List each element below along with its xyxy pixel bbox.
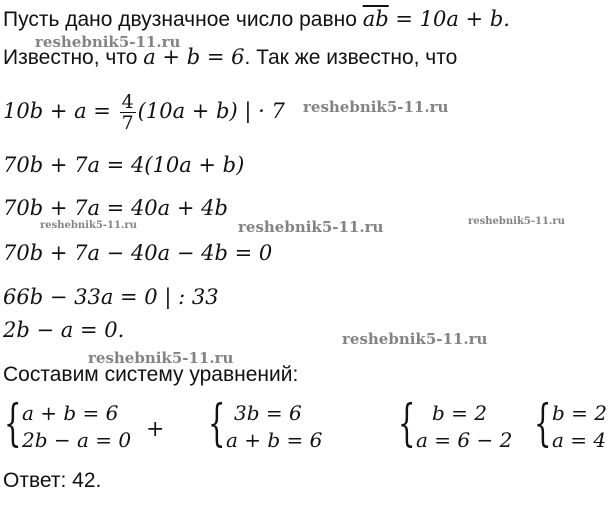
system-2-row-1: 3b = 6 xyxy=(234,401,302,425)
watermark: reshebnik5-11.ru xyxy=(35,33,181,51)
system-2-row-2: a + b = 6 xyxy=(226,428,323,452)
equation-1 xyxy=(3,92,285,133)
system-4-row-2: a = 4 xyxy=(552,428,607,452)
answer-line: Ответ: 42. xyxy=(3,469,102,492)
system-4 xyxy=(534,394,610,455)
watermark: reshebnik5-11.ru xyxy=(468,216,565,227)
equation-5: 66b − 33a = 0 | : 33 xyxy=(3,285,219,309)
equation-4: 70b + 7a − 40a − 4b = 0 xyxy=(3,241,273,265)
plus-sign: + xyxy=(146,417,165,442)
number-definition: = 10a + b. xyxy=(388,7,510,31)
watermark: reshebnik5-11.ru xyxy=(342,330,488,348)
system-3-brace: { xyxy=(398,394,416,452)
known-text: Известно, что xyxy=(3,46,144,69)
known-rest: . Так же известно, что xyxy=(244,46,458,69)
fraction-numerator: 4 xyxy=(121,91,134,113)
system-2-brace: { xyxy=(208,394,226,452)
intro-line xyxy=(3,6,510,33)
system-2 xyxy=(208,394,338,455)
system-4-row-1: b = 2 xyxy=(552,401,607,425)
known-sum: a + b = 6 xyxy=(143,45,245,69)
system-1-row-1: a + b = 6 xyxy=(22,401,119,425)
system-3-row-1: b = 2 xyxy=(432,401,487,425)
watermark: reshebnik5-11.ru xyxy=(303,98,449,116)
equation-1-right: (10a + b) | · 7 xyxy=(137,99,285,123)
system-3 xyxy=(398,394,528,455)
fraction-denominator: 7 xyxy=(121,112,134,134)
number-ab: $\overline{ab}$ xyxy=(362,7,389,31)
intro-text: Пусть дано двузначное число равно xyxy=(3,8,363,31)
watermark: reshebnik5-11.ru xyxy=(40,220,137,231)
system-1 xyxy=(4,394,144,455)
system-1-row-2: 2b − a = 0 xyxy=(22,428,132,452)
equation-3: 70b + 7a = 40a + 4b xyxy=(3,196,228,220)
system-3-row-2: a = 6 − 2 xyxy=(416,428,513,452)
fraction-4-7 xyxy=(120,92,136,133)
watermark: reshebnik5-11.ru xyxy=(238,218,384,236)
system-4-brace: { xyxy=(534,394,552,452)
equation-2: 70b + 7a = 4(10a + b) xyxy=(3,153,245,177)
equation-6: 2b − a = 0. xyxy=(3,318,125,342)
compose-system-line: Составим систему уравнений: xyxy=(3,363,299,386)
equation-1-left: 10b + a = xyxy=(3,99,118,123)
watermark: reshebnik5-11.ru xyxy=(88,349,234,367)
system-1-brace: { xyxy=(4,394,22,452)
